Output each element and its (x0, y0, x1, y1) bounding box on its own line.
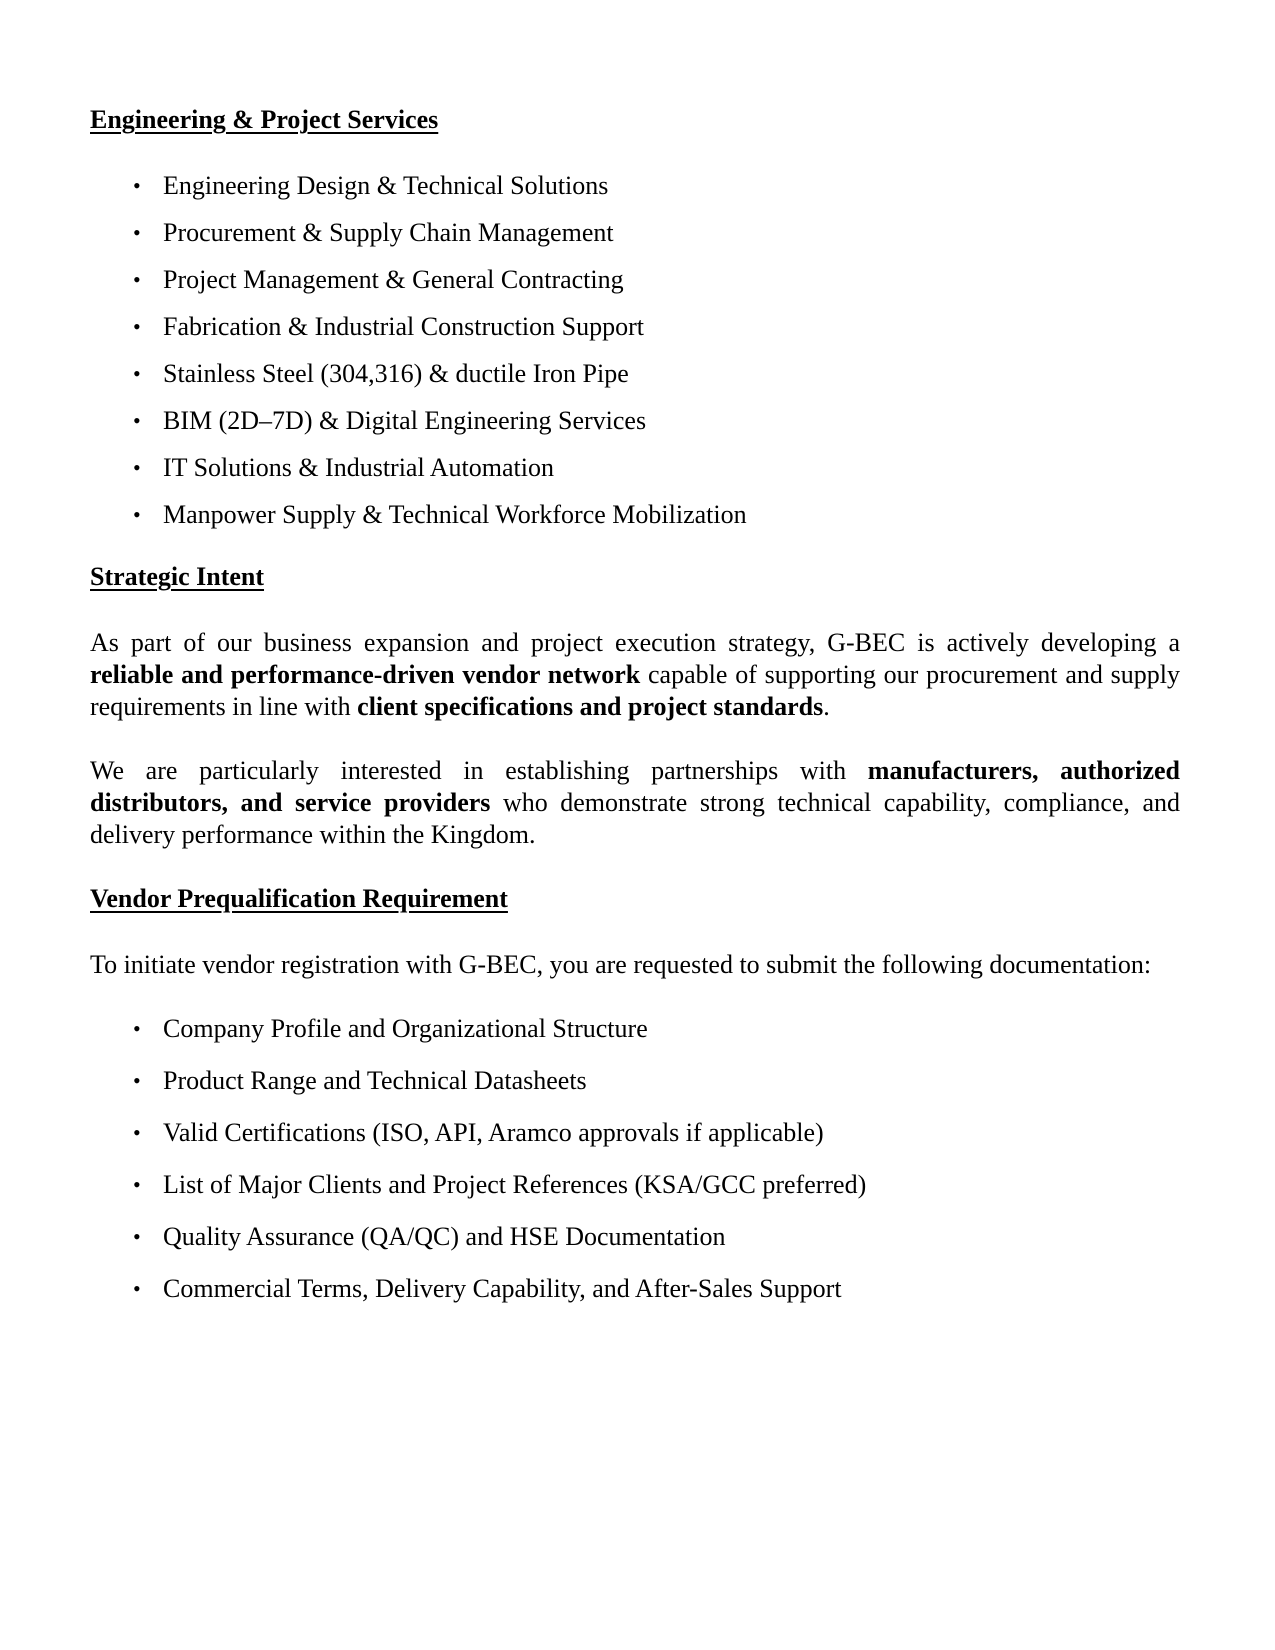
services-list (90, 170, 1180, 531)
list-item: • Fabrication & Industrial Construction Support (163, 311, 1180, 343)
list-item: • Project Management & General Contracting (163, 264, 1180, 296)
strategic-intent-paragraph-2: We are particularly interested in establishing partnerships with manufacturers, authorized distributors, and service providers who demonstrate strong technical capability, compliance, and delivery performance within the Kingdom. (90, 756, 1181, 849)
list-item: • BIM (2D–7D) & Digital Engineering Services (163, 405, 1180, 437)
strategic-intent-paragraph-1: As part of our business expansion and project execution strategy, G-BEC is actively developing a reliable and performance-driven vendor network capable of supporting our procurement and supply requirements in line with client specifications and project standards. (90, 628, 1181, 721)
vendor-prequalification-intro: To initiate vendor registration with G-BEC, you are requested to submit the following documentation: (90, 950, 1152, 979)
list-item: • List of Major Clients and Project References (KSA/GCC preferred) (163, 1169, 1180, 1201)
list-item: • Company Profile and Organizational Structure (163, 1013, 1180, 1045)
section-heading-strategic-intent: Strategic Intent (90, 562, 265, 591)
list-item: • Valid Certifications (ISO, API, Aramco approvals if applicable) (163, 1117, 1180, 1149)
requirements-list (90, 1013, 1180, 1305)
list-item: • Commercial Terms, Delivery Capability, and After-Sales Support (163, 1273, 1180, 1305)
list-item: • Stainless Steel (304,316) & ductile Iron Pipe (163, 358, 1180, 390)
list-item: • IT Solutions & Industrial Automation (163, 452, 1180, 484)
list-item: • Product Range and Technical Datasheets (163, 1065, 1180, 1097)
list-item: • Quality Assurance (QA/QC) and HSE Documentation (163, 1221, 1180, 1253)
list-item: • Procurement & Supply Chain Management (163, 217, 1180, 249)
section-heading-services: Engineering & Project Services (90, 105, 439, 134)
list-item: • Manpower Supply & Technical Workforce Mobilization (163, 499, 1180, 531)
list-item: • Engineering Design & Technical Solutions (163, 170, 1180, 202)
section-heading-vendor-prequalification: Vendor Prequalification Requirement (90, 884, 508, 913)
